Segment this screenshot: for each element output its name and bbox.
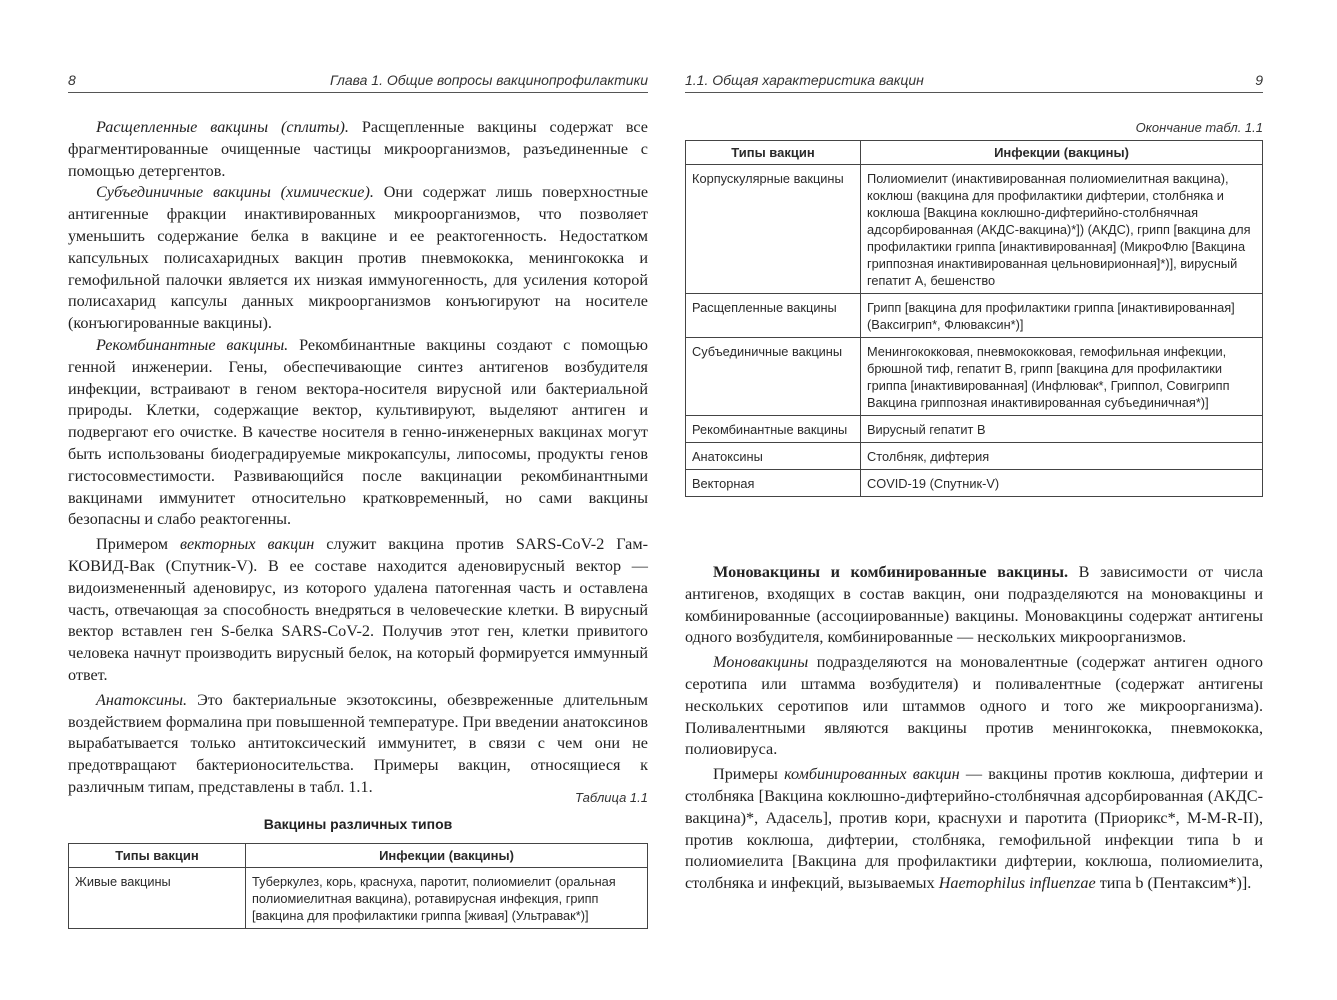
table-cell: Столбняк, дифтерия xyxy=(861,443,1263,470)
paragraph-text: Они содержат лишь поверхностные антигенные фракции инактивированных микроорганизмов, что позволяет уменьшить содержание белка в вакцине и ее реактогенность. Недостатком капсульных полисахаридных вакцин против пневмококка, менингококка и гемофильной палочки является их низкая иммуногенность, для усиления которой полисахарид капсулы данных микроорганизмов конъюгируют на носителе (конъюгированные вакцины). xyxy=(68,183,649,333)
table-row xyxy=(69,868,648,929)
paragraph-text: подразделяются на моновалентные (содержат антиген одного серотипа или штамма возбудителя) и поливалентные (содержат антигены нескольких серотипов или штаммов одного и того же микроорганизма). Поливалентными являются вакцины против менингококка, пневмококка, полиовируса. xyxy=(685,653,1263,759)
table-label: Таблица 1.1 xyxy=(575,790,648,805)
term: Haemophilus influenzae xyxy=(938,874,1096,893)
term: Моновакцины xyxy=(713,653,809,672)
paragraph-text: В зависимости от числа антигенов, входящих в состав вакцин, они подразделяются на моновакцины и комбинированные (ассоциированные) вакцины. Моновакцины содержат антигены одного возбудителя, комбинированные — нескольких микроорганизмов. xyxy=(685,563,1263,647)
table-row xyxy=(686,294,1263,338)
term: Субъединичные вакцины (химические). xyxy=(96,183,374,202)
body-text xyxy=(685,562,1263,895)
running-title: Глава 1. Общие вопросы вакцинопрофилактики xyxy=(329,72,648,88)
table-cell: Грипп [вакцина для профилактики гриппа [инактивированная] (Ваксигрип*, Флюваксин*)] xyxy=(861,294,1263,338)
paragraph-text: Это бактериальные экзотоксины, обезвреженные длительным воздействием формалина при повышенной температуре. При введении анатоксинов вырабатывается только антитоксический иммунитет, в связи с чем они не предотвращают бактерионосительства. Примеры вакцин, относящиеся к различным типам, представлены в табл. 1.1. xyxy=(68,690,648,796)
paragraph-text: типа b (Пентаксим*)]. xyxy=(1095,874,1252,893)
table-row xyxy=(686,338,1263,416)
running-head xyxy=(685,72,1263,93)
table-cell: Корпускулярные вакцины xyxy=(686,165,861,294)
term: векторных вакцин xyxy=(179,535,315,554)
table-title: Вакцины различных типов xyxy=(263,816,453,832)
table-cell: Полиомиелит (инактивированная полиомиелитная вакцина), коклюш (вакцина для профилактики дифтерии, столбняка и коклюша [Вакцина коклюшно-дифтерийно-столбнячная адсорбированная (АКДС-вакцина)*]) (АКДС), грипп [вакцина для профилактики гриппа [инактивированная] (МикроФлю [Вакцина гриппозная инактивированная цельновирионная]*)], вирусный гепатит А, бешенство xyxy=(861,165,1263,294)
term: комбинированных вакцин xyxy=(784,765,960,784)
column-header: Инфекции (вакцины) xyxy=(861,141,1263,165)
paragraph xyxy=(68,534,648,687)
term: Рекомбинантные вакцины. xyxy=(96,335,289,354)
paragraph xyxy=(68,117,648,182)
table-header-row xyxy=(69,844,648,868)
paragraph xyxy=(685,652,1263,761)
column-header: Типы вакцин xyxy=(69,844,246,868)
vaccines-table-continued xyxy=(685,140,1263,497)
paragraph xyxy=(68,335,648,531)
table-cell: Векторная xyxy=(686,470,861,497)
paragraph-text: Расщепленные вакцины содержат все фрагментированные очищенные частицы микроорганизмов, разъединенные с помощью детергентов. xyxy=(68,118,648,180)
vaccines-table xyxy=(68,843,648,929)
table-row xyxy=(686,443,1263,470)
table-cell: Рекомбинантные вакцины xyxy=(686,416,861,443)
table-cell: Живые вакцины xyxy=(69,868,246,929)
paragraph-text: Рекомбинантные вакцины создают с помощью генной инженерии. Гены, обеспечивающие синтез антигенов возбудителя инфекции, встраивают в геном вектора-носителя вирусной или бактериальной природы. Клетки, содержащие вектор, культивируют, выделяют антиген и подвергают его очистке. В качестве носителя в генно-инженерных вакцинах могут быть использованы биодеградируемые микрокапсулы, липосомы, продукты генов гистосовместимости. Развивающийся после вакцинации рекомбинантными вакцинами иммунитет относительно кратковременный, но сами вакцины безопасны и слабо реактогенны. xyxy=(68,335,648,529)
page-number: 8 xyxy=(68,72,76,88)
paragraph xyxy=(68,182,648,335)
table-cell: COVID-19 (Спутник-V) xyxy=(861,470,1263,497)
table-label: Окончание табл. 1.1 xyxy=(1135,120,1263,135)
table-cell: Расщепленные вакцины xyxy=(686,294,861,338)
column-header: Инфекции (вакцины) xyxy=(246,844,648,868)
table-cell: Анатоксины xyxy=(686,443,861,470)
paragraph xyxy=(68,690,648,799)
table-row xyxy=(686,165,1263,294)
page-number: 9 xyxy=(1255,72,1263,88)
running-title: 1.1. Общая характеристика вакцин xyxy=(685,72,924,88)
table-row xyxy=(686,470,1263,497)
table-cell: Субъединичные вакцины xyxy=(686,338,861,416)
table-cell: Туберкулез, корь, краснуха, паротит, полиомиелит (оральная полиомиелитная вакцина), ротавирусная инфекция, грипп [вакцина для профилактики гриппа [живая] (Ультравак*)] xyxy=(246,868,648,929)
paragraph-text: — вакцины против коклюша, дифтерии и столбняка [Вакцина коклюшно-дифтерийно-столбнячная адсорбированная (АКДС-вакцина)*, Адасель], против кори, краснухи и паротита (Приорикс*, M-M-R-II), против коклюша, дифтерии, столбняка, гемофильной инфекции типа b и полиомиелита [Вакцина для профилактики дифтерии, коклюша, полиомиелита, столбняка и инфекций, вызываемых xyxy=(685,765,1263,893)
body-text xyxy=(68,117,648,799)
paragraph xyxy=(685,562,1263,649)
term: Моновакцины и комбинированные вакцины. xyxy=(713,563,1069,581)
paragraph xyxy=(685,764,1263,895)
running-head xyxy=(68,72,648,93)
paragraph-lead: Примером xyxy=(96,535,180,554)
table-cell: Менингококковая, пневмококковая, гемофильная инфекции, брюшной тиф, гепатит В, грипп [вакцина для профилактики гриппа [инактивированная] (Инфлювак*, Гриппол, Совигрипп Вакцина гриппозная инактивированная субъединичная*)] xyxy=(861,338,1263,416)
table-cell: Вирусный гепатит В xyxy=(861,416,1263,443)
table-row xyxy=(686,416,1263,443)
column-header: Типы вакцин xyxy=(686,141,861,165)
paragraph-text: служит вакцина против SARS-CoV-2 Гам-КОВИД-Вак (Спутник-V). В ее составе находится аденовирусный вектор — видоизмененный аденовирус, из которого удалена патогенная часть и оставлена часть, отвечающая за способность внедряться в человеческие клетки. В вирусный вектор вставлен ген S-белка SARS-CoV-2. Получив этот ген, клетки привитого человека начнут производить вирусный белок, на который формируется иммунный ответ. xyxy=(68,535,649,684)
term: Анатоксины. xyxy=(96,690,188,709)
term: Расщепленные вакцины (сплиты). xyxy=(96,118,349,136)
table-header-row xyxy=(686,141,1263,165)
paragraph-lead: Примеры xyxy=(713,765,785,784)
